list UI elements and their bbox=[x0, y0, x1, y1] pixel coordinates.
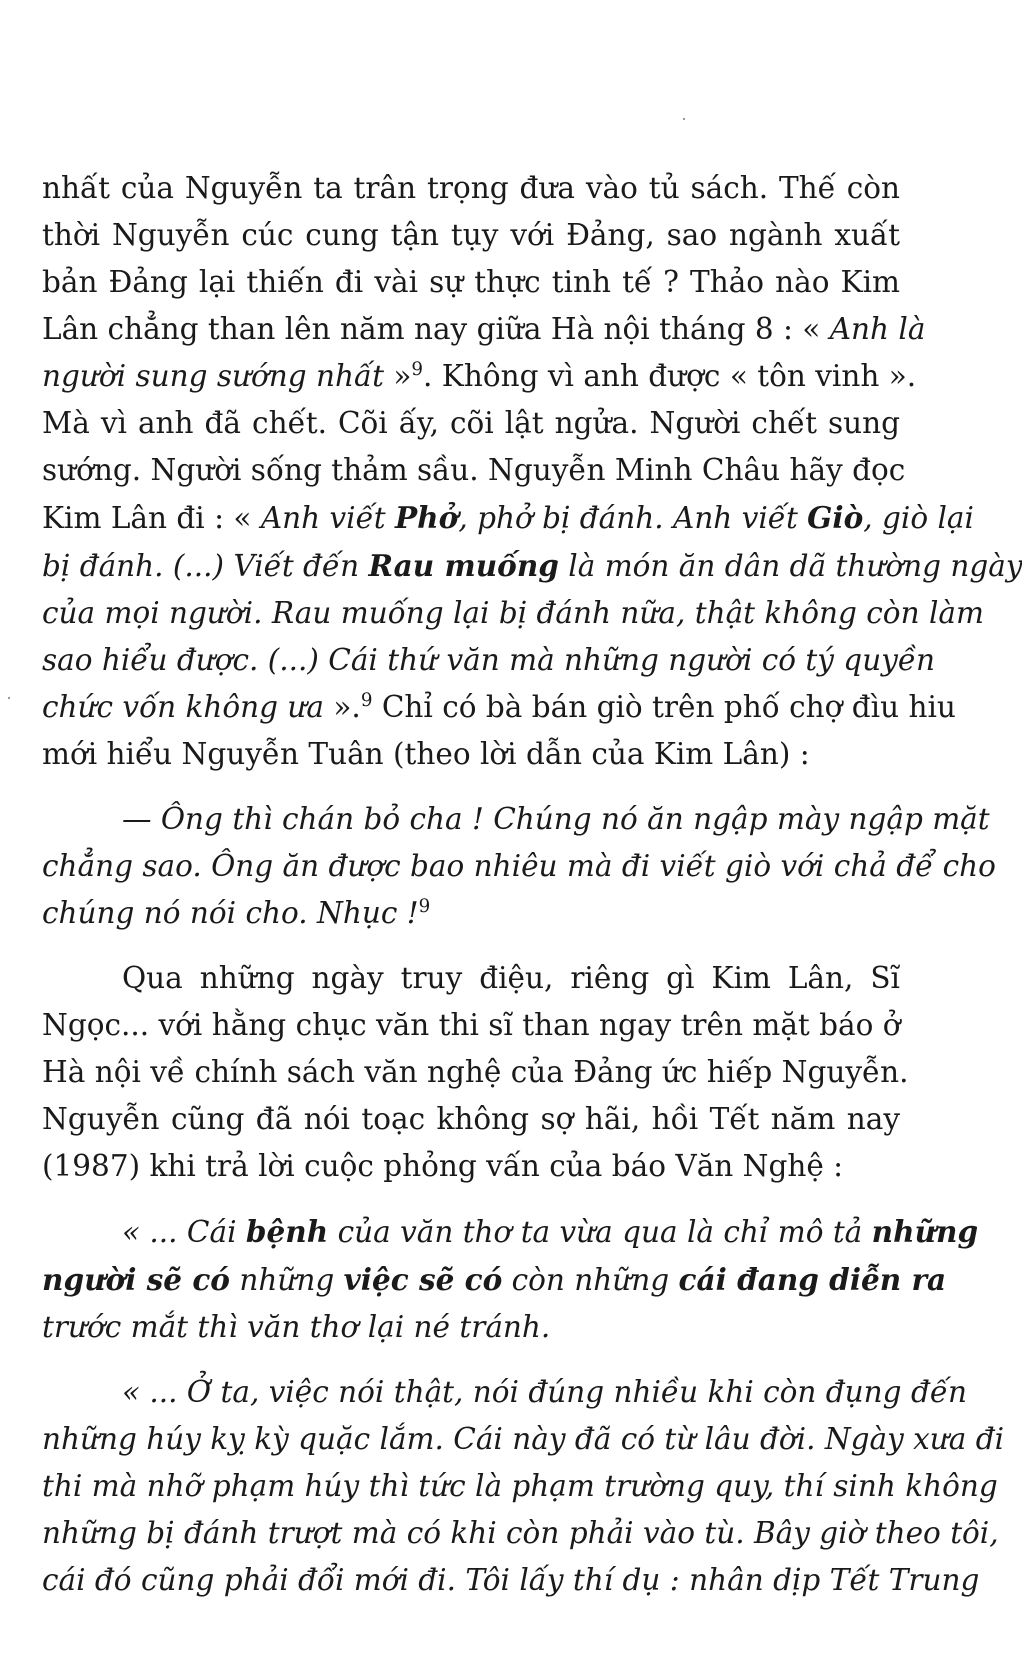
text-run: còn những bbox=[502, 1263, 679, 1297]
footnote-marker: 9 bbox=[411, 359, 424, 381]
text-run: trước mắt thì văn thơ lại né tránh. bbox=[42, 1310, 551, 1344]
text-run: sao hiểu được. (...) Cái thứ văn mà những người có tý quyền bbox=[42, 643, 936, 677]
text-run: Qua những ngày truy điệu, riêng gì Kim Lân, Sĩ bbox=[122, 961, 900, 995]
text-run: nhất của Nguyễn ta trân trọng đưa vào tủ sách. Thế còn bbox=[42, 171, 900, 205]
text-line bbox=[42, 1304, 900, 1351]
text-line bbox=[42, 259, 900, 306]
text-run: thi mà nhỡ phạm húy thì tức là phạm trường quy, thí sinh không bbox=[42, 1469, 998, 1503]
text-line bbox=[42, 1143, 900, 1190]
text-run: bị đánh. (...) Viết đến bbox=[42, 549, 369, 583]
text-line bbox=[42, 306, 926, 353]
text-line bbox=[42, 890, 900, 937]
text-line bbox=[42, 165, 900, 212]
text-run: của văn thơ ta vừa qua là chỉ mô tả bbox=[328, 1215, 872, 1249]
text-run: bản Đảng lại thiến đi vài sự thực tinh tế ? Thảo nào Kim bbox=[42, 265, 900, 299]
text-run: sướng. Người sống thảm sầu. Nguyễn Minh Châu hãy đọc bbox=[42, 453, 906, 487]
text-run: những bbox=[229, 1263, 344, 1297]
text-run: Nguyễn cũng đã nói toạc không sợ hãi, hồi Tết năm nay bbox=[42, 1102, 900, 1136]
quote-1 bbox=[42, 796, 996, 937]
text-run: Ngọc... với hằng chục văn thi sĩ than ngay trên mặt báo ở bbox=[42, 1008, 901, 1042]
text-run: chức vốn không ưa bbox=[42, 690, 324, 724]
text-run: Hà nội về chính sách văn nghệ của Đảng ức hiếp Nguyễn. bbox=[42, 1055, 909, 1089]
text-line bbox=[42, 1096, 900, 1143]
text-line bbox=[42, 1256, 947, 1304]
text-run: cái đang diễn ra bbox=[678, 1262, 947, 1297]
text-run: chẳng sao. Ông ăn được bao nhiêu mà đi viết giò với chả để cho bbox=[42, 849, 996, 883]
text-run: « ... Ở ta, việc nói thật, nói đúng nhiều khi còn đụng đến bbox=[122, 1375, 967, 1409]
text-line bbox=[42, 353, 917, 400]
text-line bbox=[42, 1049, 909, 1096]
speck bbox=[683, 118, 685, 120]
text-run: (1987) khi trả lời cuộc phỏng vấn của báo Văn Nghệ : bbox=[42, 1149, 844, 1183]
text-run: cái đó cũng phải đổi mới đi. Tôi lấy thí dụ : nhân dịp Tết Trung bbox=[42, 1563, 980, 1597]
text-run: là món ăn dân dã thường ngày bbox=[558, 549, 1022, 583]
text-run: Anh viết bbox=[260, 501, 395, 535]
text-run: » bbox=[383, 359, 412, 393]
text-run: Kim Lân đi : « bbox=[42, 501, 261, 535]
text-run: , giò lại bbox=[863, 501, 974, 535]
page-text bbox=[42, 165, 1022, 1604]
text-line bbox=[42, 494, 974, 542]
footnote-marker: 9 bbox=[360, 690, 373, 712]
text-line bbox=[42, 684, 956, 731]
text-line bbox=[42, 400, 900, 447]
text-run: « ... Cái bbox=[122, 1215, 246, 1249]
text-line bbox=[42, 590, 984, 637]
text-run: Giò bbox=[807, 500, 864, 535]
text-run: ». bbox=[324, 690, 361, 724]
quote-3 bbox=[42, 1369, 1005, 1604]
text-run: những bị đánh trượt mà có khi còn phải vào tù. Bây giờ theo tôi, bbox=[42, 1516, 999, 1550]
text-line bbox=[42, 731, 900, 778]
text-run: Chỉ có bà bán giò trên phố chợ đìu hiu bbox=[372, 690, 956, 724]
text-run: Phở bbox=[395, 500, 459, 535]
text-line bbox=[42, 1463, 998, 1510]
text-line bbox=[42, 1369, 967, 1416]
speck bbox=[8, 697, 10, 699]
text-line bbox=[42, 955, 900, 1002]
text-line bbox=[42, 843, 996, 890]
text-run: . Không vì anh được « tôn vinh ». bbox=[423, 359, 917, 393]
footnote-marker: 9 bbox=[418, 896, 431, 918]
text-line bbox=[42, 1510, 999, 1557]
text-line bbox=[42, 796, 990, 843]
text-line bbox=[42, 1557, 980, 1604]
text-run: Rau muống bbox=[368, 548, 559, 583]
text-run: của mọi người. Rau muống lại bị đánh nữa, thật không còn làm bbox=[42, 596, 984, 630]
quote-2 bbox=[42, 1208, 979, 1351]
text-run: người sẽ có bbox=[42, 1262, 230, 1297]
text-run: người sung sướng nhất bbox=[42, 359, 384, 393]
paragraph-1 bbox=[42, 165, 1022, 778]
text-run: — Ông thì chán bỏ cha ! Chúng nó ăn ngập mày ngập mặt bbox=[122, 802, 990, 836]
text-run: những bbox=[871, 1214, 979, 1249]
text-run: Mà vì anh đã chết. Cõi ấy, cõi lật ngửa. Người chết sung bbox=[42, 406, 900, 440]
text-run: mới hiểu Nguyễn Tuân (theo lời dẫn của Kim Lân) : bbox=[42, 737, 810, 771]
text-run: bệnh bbox=[245, 1214, 329, 1249]
text-run: Lân chẳng than lên năm nay giữa Hà nội tháng 8 : « bbox=[42, 312, 830, 346]
text-run: chúng nó nói cho. Nhục ! bbox=[42, 896, 419, 930]
text-line bbox=[42, 542, 1022, 590]
text-line bbox=[42, 637, 936, 684]
text-run: thời Nguyễn cúc cung tận tụy với Đảng, sao ngành xuất bbox=[42, 218, 900, 252]
text-line bbox=[42, 1416, 1005, 1463]
text-run: việc sẽ có bbox=[343, 1262, 503, 1297]
paragraph-2 bbox=[42, 955, 909, 1190]
text-line bbox=[42, 447, 906, 494]
text-run: Anh là bbox=[829, 312, 926, 346]
text-run: những húy kỵ kỳ quặc lắm. Cái này đã có từ lâu đời. Ngày xưa đi bbox=[42, 1422, 1005, 1456]
text-run: , phở bị đánh. Anh viết bbox=[458, 501, 808, 535]
text-line bbox=[42, 1208, 979, 1256]
text-line bbox=[42, 212, 900, 259]
text-line bbox=[42, 1002, 900, 1049]
